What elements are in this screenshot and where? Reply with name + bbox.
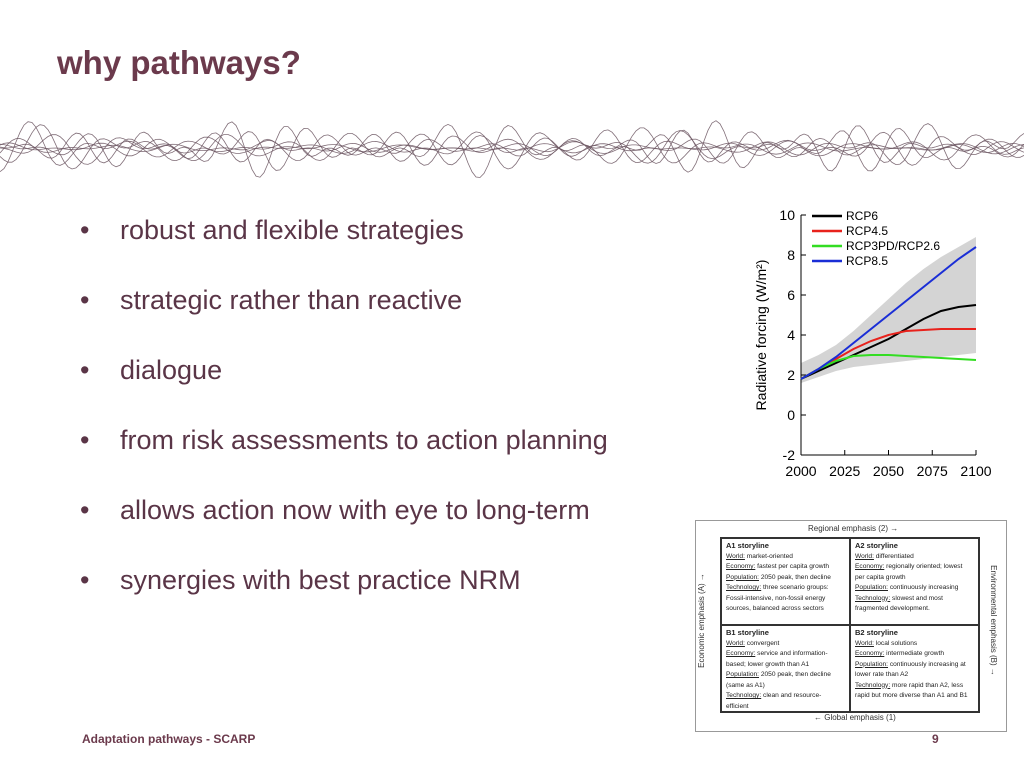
storyline-title: B1 storyline xyxy=(726,628,769,637)
legend-label: RCP4.5 xyxy=(846,224,889,238)
storyline-grid xyxy=(720,537,980,713)
storyline-line: per capita growth xyxy=(855,573,906,581)
y-axis-label: Radiative forcing (W/m²) xyxy=(753,259,769,411)
bullet-dot-icon: • xyxy=(80,215,90,245)
storyline-cell-b1 xyxy=(721,625,850,712)
y-tick-label: 0 xyxy=(787,407,795,423)
storyline-line: efficient xyxy=(726,702,749,710)
bullet-item: • dialogue xyxy=(80,348,608,418)
storyline-line: Population: continuously increasing xyxy=(855,584,959,591)
footer-text: Adaptation pathways - SCARP xyxy=(82,732,256,746)
storyline-cell-a2 xyxy=(850,538,979,625)
bullet-dot-icon: • xyxy=(80,355,90,385)
y-tick-label: 2 xyxy=(787,367,795,383)
storyline-line: World: convergent xyxy=(726,639,780,647)
storyline-line: World: local solutions xyxy=(855,639,918,647)
storyline-line: Fossil-intensive, non-fossil energy xyxy=(726,594,826,602)
y-tick-label: -2 xyxy=(782,447,795,463)
bullet-item: • robust and flexible strategies xyxy=(80,208,608,278)
storyline-line: World: market-oriented xyxy=(726,552,793,560)
storyline-cell-a1 xyxy=(721,538,850,625)
bullet-item: • allows action now with eye to long-term xyxy=(80,488,608,558)
bullet-dot-icon: • xyxy=(80,495,90,525)
storyline-line: World: differentiated xyxy=(855,552,914,560)
x-tick-label: 2075 xyxy=(916,463,948,479)
storyline-line: fragmented development. xyxy=(855,605,930,612)
storyline-line: sources, balanced across sectors xyxy=(726,605,824,612)
bullet-item: • synergies with best practice NRM xyxy=(80,558,608,628)
storyline-diagram xyxy=(695,520,1007,732)
slide-title: why pathways? xyxy=(57,44,301,81)
storyline-line: Technology: slowest and most xyxy=(855,594,943,602)
storyline-line: rapid but more diverse than A1 and B1 xyxy=(855,692,968,699)
legend-label: RCP6 xyxy=(846,209,879,223)
global-emphasis-label: ← Global emphasis (1) xyxy=(814,713,896,722)
storyline-cell-b2 xyxy=(850,625,979,712)
storyline-line: Economy: intermediate growth xyxy=(855,650,945,657)
storyline-line: Technology: clean and resource- xyxy=(726,692,822,699)
storyline-line: based; lower growth than A1 xyxy=(726,660,810,668)
bullet-dot-icon: • xyxy=(80,565,90,595)
storyline-line: Population: continuously increasing at xyxy=(855,660,966,668)
bullet-dot-icon: • xyxy=(80,425,90,455)
y-tick-label: 10 xyxy=(779,207,795,223)
storyline-line: lower rate than A2 xyxy=(855,671,909,678)
legend-label: RCP8.5 xyxy=(846,254,889,268)
storyline-line: Economy: fastest per capita growth xyxy=(726,563,829,570)
x-tick-label: 2100 xyxy=(960,463,992,479)
bullet-item: • from risk assessments to action planning xyxy=(80,418,608,488)
bullet-dot-icon: • xyxy=(80,285,90,315)
y-tick-label: 6 xyxy=(787,287,795,303)
storyline-title: A1 storyline xyxy=(726,541,769,550)
radiative-forcing-chart xyxy=(746,197,996,487)
x-tick-label: 2050 xyxy=(872,463,905,479)
regional-emphasis-label: Regional emphasis (2) → xyxy=(808,524,899,533)
y-tick-label: 4 xyxy=(787,327,795,343)
storyline-line: Technology: more rapid than A2, less xyxy=(855,681,964,689)
storyline-line: Population: 2050 peak, then decline xyxy=(726,671,831,678)
storyline-line: Population: 2050 peak, then decline xyxy=(726,573,831,581)
decorative-wave-band xyxy=(0,108,1024,188)
page-number: 9 xyxy=(932,732,939,746)
bullet-item: • strategic rather than reactive xyxy=(80,278,608,348)
storyline-line: Technology: three scenario groups: xyxy=(726,584,829,591)
economic-emphasis-label: Economic emphasis (A) → xyxy=(696,573,706,668)
x-tick-label: 2000 xyxy=(785,463,817,479)
storyline-line: (same as A1) xyxy=(726,681,765,689)
storyline-line: Economy: service and information- xyxy=(726,650,828,657)
storyline-title: B2 storyline xyxy=(855,628,898,637)
legend-label: RCP3PD/RCP2.6 xyxy=(846,239,941,253)
y-tick-label: 8 xyxy=(787,247,795,263)
storyline-title: A2 storyline xyxy=(855,541,898,550)
x-tick-label: 2025 xyxy=(829,463,861,479)
environmental-emphasis-label: Environmental emphasis (B) → xyxy=(988,565,998,676)
storyline-line: Economy: regionally oriented; lowest xyxy=(855,563,963,570)
bullet-list xyxy=(80,208,608,628)
